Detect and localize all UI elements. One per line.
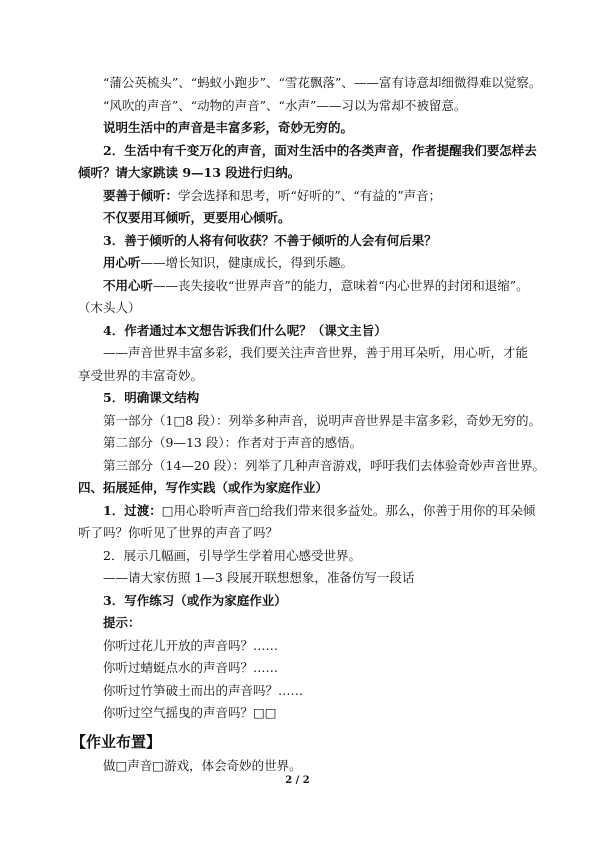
answer-line: 不仅要用耳倾听，更要用心倾听。 [103,210,291,225]
answer-line: ——声音世界丰富多彩，我们要关注声音世界，善于用耳朵听，用心听，才能享受世界的丰富奇妙。 [78,345,529,383]
homework-heading: 【作业布置】 [71,732,162,751]
structure-line: 第三部分（14—20 段）：列举了几种声音游戏，呼吁我们去体验奇妙声音世界。 [103,457,546,473]
structure-line: 第二部分（9—13 段）：作者对于声音的感悟。 [103,435,363,450]
question-5: 5．明确课文结构 [103,390,200,405]
question-4: 4．作者通过本文想告诉我们什么呢？（课文主旨） [103,322,387,338]
answer-line: 用心听——增长知识，健康成长，得到乐趣。 [103,255,354,270]
answer-line: 要善于倾听：学会选择和思考，听“好听的”、“有益的”声音； [103,187,442,203]
text-line: “风吹的声音”、“动物的声音”、“水声”——习以为常却不被留意。 [103,97,467,113]
page-content [71,72,546,778]
transition-line: 1．过渡：□用心聆听声音□给我们带来很多益处。那么，你善于用你的耳朵倾听了吗？你听见了世界的声音了吗？ [78,502,536,540]
structure-line: 第一部分（1□8 段）：列举多种声音，说明声音世界是丰富多彩，奇妙无穷的。 [103,412,541,428]
hint-line: 你听过空气摇曳的声音吗？□□ [103,705,277,720]
hint-label: 提示： [103,615,141,630]
hint-line: 你听过竹笋破土而出的声音吗？…… [103,682,304,698]
hint-line: 你听过花儿开放的声音吗？…… [103,637,279,653]
exercise-heading: 3．写作练习（或作为家庭作业） [103,592,287,608]
section-four-heading: 四、拓展延伸，写作实践（或作为家庭作业） [78,480,329,495]
text-line: 2．展示几幅画，引导学生学着用心感受世界。 [103,547,361,563]
homework-text: 做□声音□游戏，体会奇妙的世界。 [103,758,302,773]
summary-line: 说明生活中的声音是丰富多彩，奇妙无穷的。 [103,120,354,135]
text-line: “蒲公英梳头”、“蚂蚁小跑步”、“雪花飘落”、——富有诗意却细微得难以觉察。 [103,75,542,90]
question-3: 3．善于倾听的人将有何收获？不善于倾听的人会有何后果？ [103,232,437,248]
text-line: ——请大家仿照 1—3 段展开联想想象，准备仿写一段话 [103,570,415,585]
answer-line: 不用心听——丧失接收“世界声音”的能力，意味着“内心世界的封闭和退缩”。（木头人） [78,277,529,315]
page-number: 2 / 2 [285,775,310,786]
hint-line: 你听过蜻蜓点水的声音吗？…… [103,660,279,675]
question-2: 2．生活中有千变万化的声音，面对生活中的各类声音，作者提醒我们要怎样去倾听？请大家跳读 9—13 段进行归纳。 [78,142,537,180]
